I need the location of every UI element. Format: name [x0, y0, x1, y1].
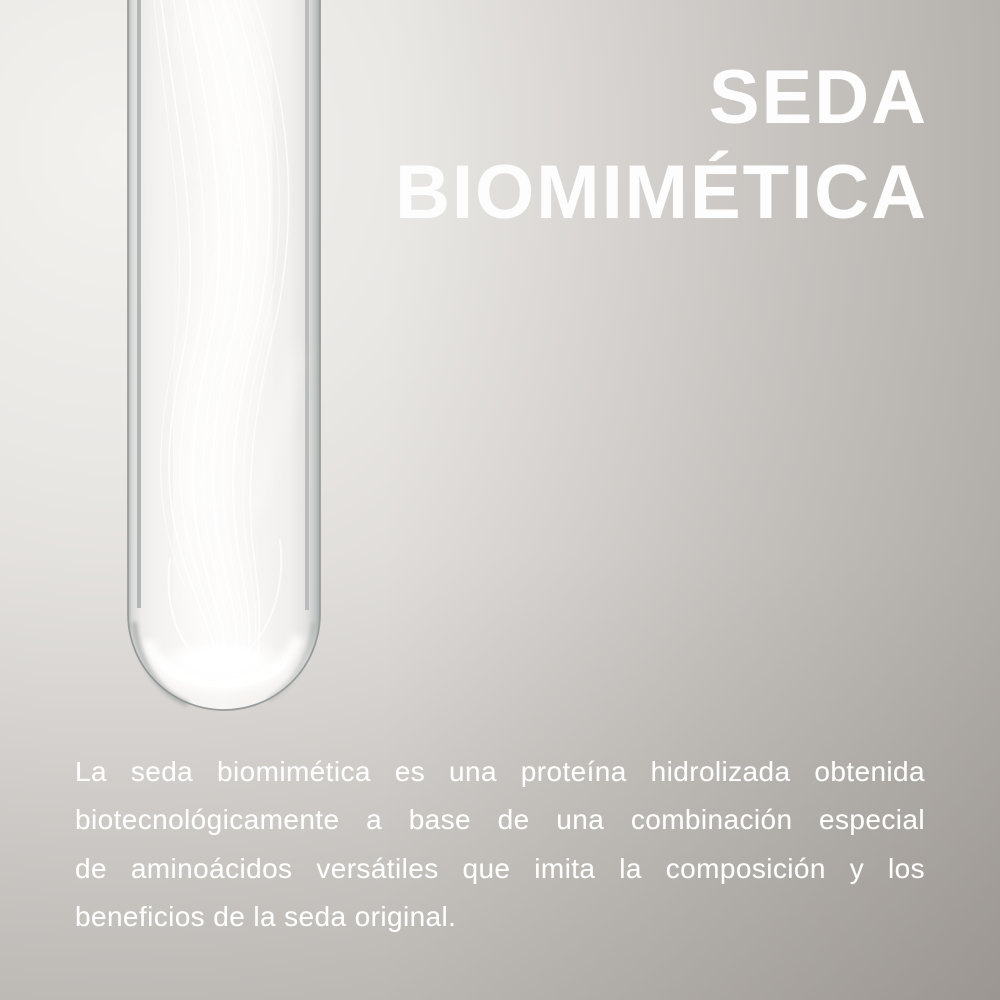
headline: [395, 50, 928, 240]
body-text-line: La seda biomimética es una proteína hidrolizada obtenida: [75, 756, 925, 787]
headline-line-1: SEDA: [708, 55, 928, 140]
headline-line-2: BIOMIMÉTICA: [395, 150, 928, 235]
body-text-line: de aminoácidos versátiles que imita la composición y los: [75, 852, 925, 884]
test-tube-image: [0, 0, 460, 760]
body-text-line: biotecnológicamente a base de una combinación especial: [75, 804, 925, 836]
body-text: [75, 748, 925, 941]
body-text-line: beneficios de la seda original.: [75, 900, 457, 932]
